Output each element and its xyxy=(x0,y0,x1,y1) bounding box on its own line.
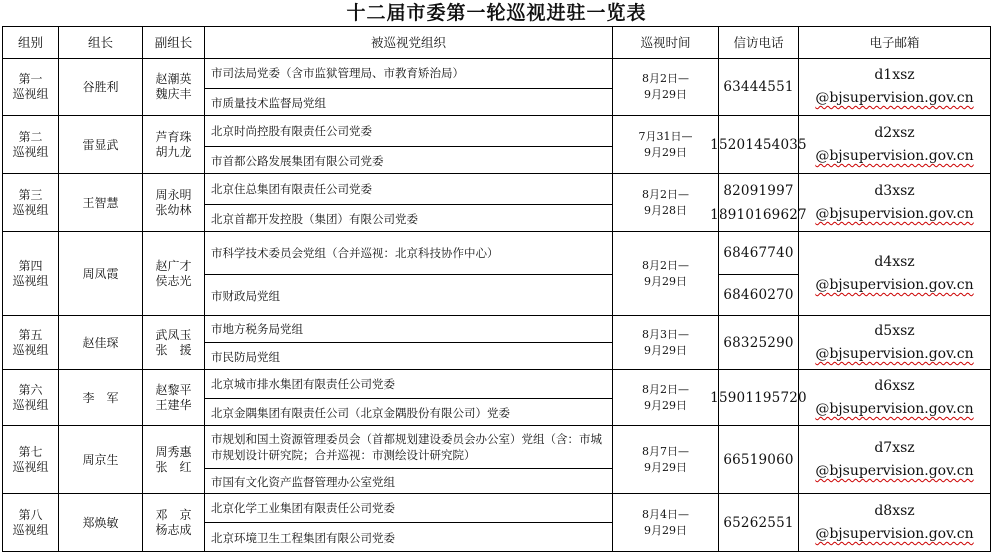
deputy-leader: 杨志成 xyxy=(155,523,192,537)
inspected-unit: 北京住总集团有限责任公司党委 xyxy=(211,182,372,196)
deputy-leader: 赵广才 xyxy=(155,259,192,273)
email-domain: @bjsupervision.gov.cn xyxy=(815,463,974,479)
inspection-period xyxy=(613,316,718,370)
phone-number: 68325290 xyxy=(723,335,794,351)
page-title: 十二届市委第一轮巡视进驻一览表 xyxy=(346,2,647,24)
email-address[interactable] xyxy=(799,494,990,552)
group-leader: 李 军 xyxy=(82,390,119,405)
hotline-phone xyxy=(719,316,798,370)
group-name xyxy=(3,426,58,494)
deputy-leader: 周永明 xyxy=(155,188,192,202)
period-start: 7月31日— xyxy=(638,130,693,143)
period-start: 8月4日— xyxy=(642,508,689,521)
phone-number: 15201454035 xyxy=(710,137,807,153)
group-leader: 王智慧 xyxy=(82,195,119,210)
phone-number: 63444551 xyxy=(723,79,794,95)
period-start: 8月7日— xyxy=(642,445,689,458)
group-number: 第五 xyxy=(18,328,43,342)
email-address[interactable] xyxy=(799,58,990,116)
period-start: 8月2日— xyxy=(642,188,689,201)
inspection-period xyxy=(613,426,718,494)
deputy-leaders xyxy=(143,174,204,232)
group-number: 第二 xyxy=(18,130,43,144)
inspection-period xyxy=(613,116,718,174)
deputy-leaders xyxy=(143,232,204,316)
period-end: 9月29日 xyxy=(644,275,687,288)
group-name xyxy=(3,116,58,174)
column-rule xyxy=(990,26,991,552)
deputy-leader: 赵潮英 xyxy=(155,72,192,86)
group-name xyxy=(3,316,58,370)
phone-number: 18910169627 xyxy=(710,207,807,223)
deputy-leader: 武凤玉 xyxy=(155,328,192,342)
inspected-unit: 北京时尚控股有限责任公司党委 xyxy=(211,124,372,138)
group-suffix: 巡视组 xyxy=(12,145,49,159)
deputy-leaders xyxy=(143,316,204,370)
email-user: d5xsz xyxy=(874,323,915,339)
inspected-unit: 北京城市排水集团有限责任公司党委 xyxy=(211,377,395,391)
period-start: 8月2日— xyxy=(642,259,689,272)
email-user: d4xsz xyxy=(874,254,915,270)
group-name xyxy=(3,494,58,552)
email-domain: @bjsupervision.gov.cn xyxy=(815,401,974,417)
period-end: 9月29日 xyxy=(644,399,687,412)
period-end: 9月29日 xyxy=(644,88,687,101)
inspected-unit: 市财政局党组 xyxy=(211,288,280,303)
inspected-unit: 北京金隅集团有限责任公司（北京金隅股份有限公司）党委 xyxy=(211,405,510,420)
email-address[interactable] xyxy=(799,316,990,370)
period-start: 8月2日— xyxy=(642,383,689,396)
inspected-unit: 市质量技术监督局党组 xyxy=(211,95,326,110)
group-leader: 周京生 xyxy=(82,452,119,467)
email-domain: @bjsupervision.gov.cn xyxy=(815,277,974,293)
deputy-leader: 张 红 xyxy=(155,460,192,474)
inspection-period xyxy=(613,370,718,426)
deputy-leader: 王建华 xyxy=(155,398,192,412)
hotline-phone xyxy=(710,174,807,232)
inspection-period xyxy=(613,58,718,116)
group-suffix: 巡视组 xyxy=(12,274,49,288)
deputy-leaders xyxy=(143,426,204,494)
column-header: 副组长 xyxy=(154,35,193,50)
inspected-unit: 市科学技术委员会党组（合并巡视：北京科技协作中心） xyxy=(211,246,499,260)
period-end: 9月29日 xyxy=(644,146,687,159)
column-header: 信访电话 xyxy=(733,35,784,50)
email-address[interactable] xyxy=(799,174,990,232)
inspected-unit: 市首都公路发展集团有限公司党委 xyxy=(211,153,384,168)
deputy-leader: 邓 京 xyxy=(155,508,192,522)
deputy-leaders xyxy=(143,370,204,426)
inspected-unit: 市国有文化资产监督管理办公室党组 xyxy=(211,474,395,489)
inspection-period xyxy=(613,174,718,232)
hotline-phone xyxy=(710,370,807,426)
group-name xyxy=(3,58,58,116)
hotline-phone xyxy=(710,116,807,174)
column-header: 巡视时间 xyxy=(640,35,691,50)
period-end: 9月29日 xyxy=(644,461,687,474)
group-number: 第四 xyxy=(18,259,43,273)
column-header: 被巡视党组织 xyxy=(370,35,446,50)
email-domain: @bjsupervision.gov.cn xyxy=(815,90,974,106)
group-number: 第八 xyxy=(18,508,43,522)
deputy-leader: 芦育珠 xyxy=(155,130,192,144)
group-leader: 谷胜利 xyxy=(82,79,119,94)
group-leader: 赵佳琛 xyxy=(82,335,119,350)
email-user: d2xsz xyxy=(874,125,915,141)
group-suffix: 巡视组 xyxy=(12,203,49,217)
deputy-leaders xyxy=(143,116,204,174)
email-user: d8xsz xyxy=(874,503,915,519)
inspected-unit: 北京首都开发控股（集团）有限公司党委 xyxy=(211,211,418,226)
group-leader: 郑焕敏 xyxy=(82,515,119,530)
inspection-period xyxy=(613,494,718,552)
group-number: 第六 xyxy=(18,383,43,397)
deputy-leader: 魏庆丰 xyxy=(155,87,192,101)
hotline-phone xyxy=(719,494,798,552)
hotline-phone xyxy=(719,58,798,116)
hotline-phone: 68467740 xyxy=(723,244,794,261)
column-header: 组长 xyxy=(87,35,113,50)
email-address[interactable] xyxy=(799,426,990,494)
period-end: 9月28日 xyxy=(644,204,687,217)
deputy-leader: 赵黎平 xyxy=(155,383,192,397)
email-address[interactable] xyxy=(799,232,990,316)
hotline-phone: 68460270 xyxy=(723,287,794,303)
phone-number: 82091997 xyxy=(723,183,794,199)
email-domain: @bjsupervision.gov.cn xyxy=(815,526,974,542)
email-user: d7xsz xyxy=(874,440,915,456)
phone-number: 65262551 xyxy=(723,515,794,531)
inspected-unit: 市民防局党组 xyxy=(211,349,280,364)
group-number: 第三 xyxy=(18,188,43,202)
email-user: d6xsz xyxy=(874,378,915,394)
group-suffix: 巡视组 xyxy=(12,460,49,474)
period-start: 8月3日— xyxy=(642,328,689,341)
inspected-unit: 北京环境卫生工程集团有限公司党委 xyxy=(211,530,395,545)
period-start: 8月2日— xyxy=(642,72,689,85)
group-name xyxy=(3,232,58,316)
deputy-leaders xyxy=(143,58,204,116)
group-name xyxy=(3,370,58,426)
column-header: 组别 xyxy=(17,35,43,50)
deputy-leader: 张幼林 xyxy=(155,203,192,217)
group-number: 第七 xyxy=(18,445,43,459)
deputy-leader: 周秀惠 xyxy=(155,445,192,459)
group-leader: 雷显武 xyxy=(82,137,119,152)
email-domain: @bjsupervision.gov.cn xyxy=(815,206,974,222)
inspected-unit: 市地方税务局党组 xyxy=(211,322,303,336)
email-user: d3xsz xyxy=(874,183,915,199)
inspected-unit: 市规划和国土资源管理委员会（首都规划建设委员会办公室）党组（含：市城市规划设计研究院；合并巡视：市测绘设计研究院） xyxy=(211,432,602,462)
group-suffix: 巡视组 xyxy=(12,87,49,101)
email-domain: @bjsupervision.gov.cn xyxy=(815,148,974,164)
inspection-period xyxy=(613,232,718,316)
period-end: 9月29日 xyxy=(644,344,687,357)
group-name xyxy=(3,174,58,232)
inspected-unit: 市司法局党委（含市监狱管理局、市教育矫治局） xyxy=(211,66,464,80)
group-suffix: 巡视组 xyxy=(12,343,49,357)
group-number: 第一 xyxy=(18,72,43,86)
deputy-leader: 侯志光 xyxy=(155,274,192,288)
group-suffix: 巡视组 xyxy=(12,398,49,412)
email-address[interactable] xyxy=(799,116,990,174)
period-end: 9月29日 xyxy=(644,524,687,537)
deputy-leader: 张 援 xyxy=(155,343,192,357)
deputy-leaders xyxy=(143,494,204,552)
hotline-phone xyxy=(719,426,798,494)
phone-number: 15901195720 xyxy=(710,390,807,406)
email-user: d1xsz xyxy=(874,67,915,83)
group-leader: 周凤霞 xyxy=(82,266,119,281)
email-domain: @bjsupervision.gov.cn xyxy=(815,346,974,362)
deputy-leader: 胡九龙 xyxy=(155,145,192,159)
phone-number: 66519060 xyxy=(723,452,794,468)
group-suffix: 巡视组 xyxy=(12,523,49,537)
inspection-table xyxy=(0,26,993,552)
inspected-unit: 北京化学工业集团有限责任公司党委 xyxy=(211,501,395,515)
column-header: 电子邮箱 xyxy=(869,35,920,50)
email-address[interactable] xyxy=(799,370,990,426)
